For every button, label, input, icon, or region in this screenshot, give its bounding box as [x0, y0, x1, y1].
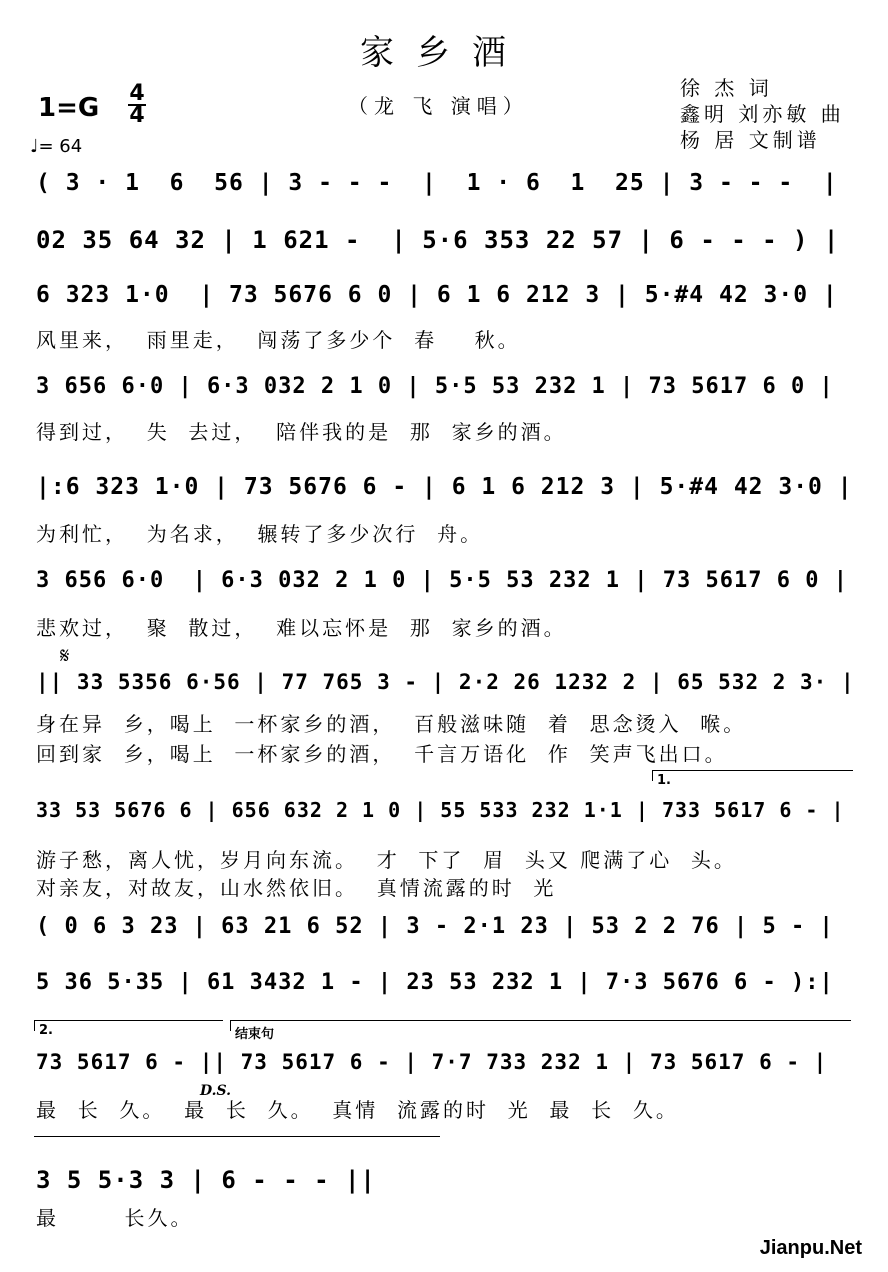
lyric-row-8a: 游子愁，离人忧，岁月向东流。 才 下了 眉 头又 爬满了心 头。 [36, 848, 737, 872]
lyric-row-5: 为利忙， 为名求， 辗转了多少次行 舟。 [36, 522, 484, 546]
volta-2-label: 2. [39, 1023, 53, 1038]
lyric-row-4: 得到过， 失 去过， 陪伴我的是 那 家乡的酒。 [36, 420, 567, 444]
composer-credit: 鑫明 刘亦敏 曲 [680, 102, 845, 126]
score-row-8: 33 53 5676 6 | 656 632 2 1 0 | 55 533 232 1·1 | 733 5617 6 - | [36, 798, 845, 822]
score-row-2: 02 35 64 32 | 1 621 - | 5·6 353 22 57 | 6 - - - ) | [36, 226, 840, 254]
score-row-1: ( 3 · 1 6 56 | 3 - - - | 1 · 6 1 25 | 3 - - - | [36, 170, 838, 196]
segno-sign: 𝄋 [60, 644, 70, 669]
score-row-5: |:6 323 1·0 | 73 5676 6 - | 6 1 6 212 3 | 5·#4 42 3·0 | [36, 474, 853, 500]
singer-credit: （龙 飞 演唱） [348, 94, 529, 118]
lyric-row-12: 最 长久。 [36, 1206, 194, 1230]
score-row-3: 6 323 1·0 | 73 5676 6 0 | 6 1 6 212 3 | 5·#4 42 3·0 | [36, 282, 838, 308]
score-row-11: 73 5617 6 - || 73 5617 6 - | 7·7 733 232 1 | 73 5617 6 - | [36, 1050, 828, 1074]
tempo-mark: ♩= 64 [30, 136, 83, 157]
notation-credit: 杨 居 文制谱 [680, 128, 821, 152]
phrase-line [34, 1136, 440, 1137]
ds-marking: D.S. [200, 1083, 232, 1099]
volta-1-bracket [652, 770, 853, 788]
lyric-row-3: 风里来， 雨里走， 闯荡了多少个 春 秋。 [36, 328, 521, 352]
ending-bracket [230, 1020, 851, 1042]
time-sig-bottom: 4 [129, 103, 145, 128]
score-row-6: 3 656 6·0 | 6·3 032 2 1 0 | 5·5 53 232 1 | 73 5617 6 0 | [36, 568, 848, 593]
time-signature [128, 81, 146, 128]
lyric-row-8b: 对亲友，对故友，山水然依旧。 真情流露的时 光 [36, 876, 557, 900]
volta-2-bracket [34, 1020, 223, 1038]
key-signature: 1=G [38, 93, 100, 123]
lyric-row-11: 最 长 久。 最 长 久。 真情 流露的时 光 最 长 久。 [36, 1098, 679, 1122]
score-row-10: 5 36 5·35 | 61 3432 1 - | 23 53 232 1 | 7·3 5676 6 - ):| [36, 970, 834, 995]
site-watermark: Jianpu.Net [759, 1237, 862, 1259]
lyric-row-7b: 回到家 乡，喝上 一杯家乡的酒， 千言万语化 作 笑声飞出口。 [36, 742, 728, 766]
score-row-12: 3 5 5·3 3 | 6 - - - || [36, 1166, 376, 1194]
lyricist-credit: 徐 杰 词 [680, 76, 773, 100]
song-title: 家乡酒 [360, 33, 528, 73]
volta-1-label: 1. [657, 773, 671, 788]
lyric-row-7a: 身在异 乡，喝上 一杯家乡的酒， 百般滋味随 着 思念烫入 喉。 [36, 712, 747, 736]
lyric-row-6: 悲欢过， 聚 散过， 难以忘怀是 那 家乡的酒。 [36, 616, 567, 640]
score-row-7: || 33 5356 6·56 | 77 765 3 - | 2·2 26 1232 2 | 65 532 2 3· | [36, 670, 855, 694]
score-row-9: ( 0 6 3 23 | 63 21 6 52 | 3 - 2·1 23 | 53 2 2 76 | 5 - | [36, 914, 834, 939]
ending-label: 结束句 [235, 1027, 275, 1042]
time-sig-top: 4 [129, 81, 145, 106]
score-row-4: 3 656 6·0 | 6·3 032 2 1 0 | 5·5 53 232 1 | 73 5617 6 0 | [36, 374, 834, 399]
